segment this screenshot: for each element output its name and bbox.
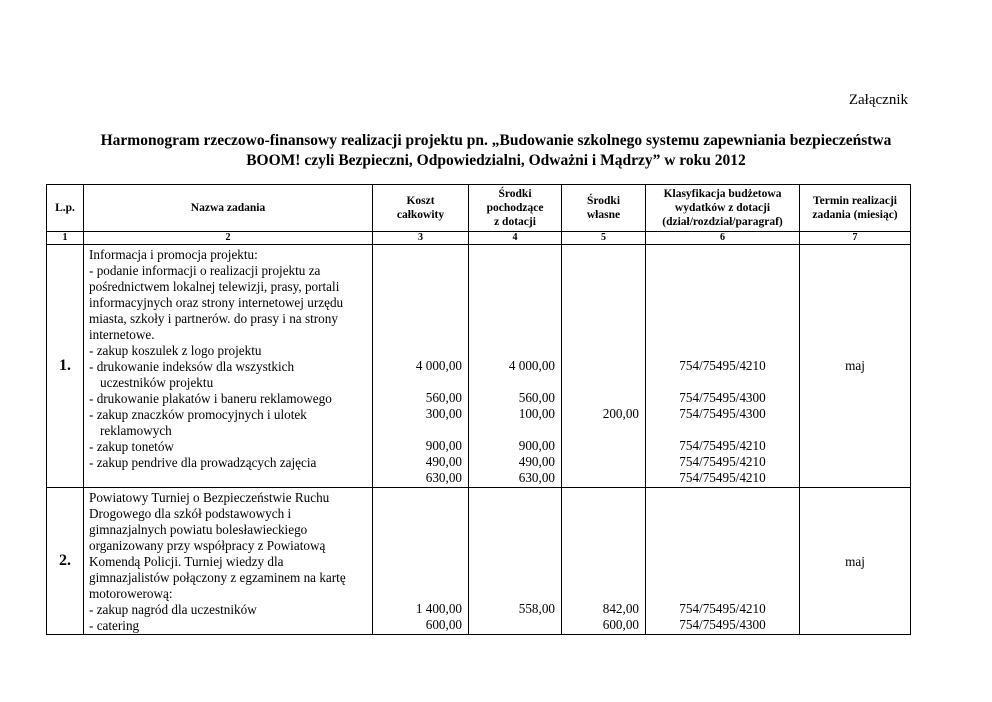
column-number: 6 [646, 232, 800, 245]
column-number: 1 [47, 232, 84, 245]
column-number: 7 [800, 232, 911, 245]
attachment-label: Załącznik [848, 92, 908, 108]
column-number: 3 [373, 232, 469, 245]
row-2-task-description: Powiatowy Turniej o Bezpieczeństwie Ruchu Drogowego dla szkół podstawowych i gimnazjalnych powiatu bolesławieckiego organizowany przy współpracy z Powiatową Komendą Policji. Turniej wiedzy dla gimnazjalistów połączony z egzaminem na kartę motorowerową: - zakup nagród dla uczestników - catering [84, 488, 373, 635]
row-2-budget-classification: 754/75495/4210 754/75495/4300 [646, 488, 800, 635]
header-total-cost: Koszt całkowity [373, 185, 469, 232]
row-1-budget-classification: 754/75495/4210 754/75495/4300 754/75495/4300 754/75495/4210 754/75495/4210 754/75495/4210 [646, 245, 800, 488]
table-row-1 [47, 245, 911, 488]
header-task-name: Nazwa zadania [84, 185, 373, 232]
row-1-task-description: Informacja i promocja projektu: - podanie informacji o realizacji projektu za pośrednictwem lokalnej telewizji, prasy, portali informacyjnych oraz strony internetowej urzędu miasta, szkoły i partnerów. do prasy i na strony internetowe. - zakup koszulek z logo projektu - drukowanie indeksów dla wszystkich uczestników projektu - drukowanie plakatów i baneru reklamowego - zakup znaczków promocyjnych i ulotek reklamowych - zakup tonetów - zakup pendrive dla prowadzących zajęcia [84, 245, 373, 488]
row-2-own-funds: 842,00 600,00 [562, 488, 646, 635]
row-1-term: maj [800, 245, 911, 488]
table-row-2 [47, 488, 911, 635]
row-2-total-cost: 1 400,00 600,00 [373, 488, 469, 635]
row-2-grant-funds: 558,00 [469, 488, 562, 635]
header-budget-classification: Klasyfikacja budżetowa wydatków z dotacji (dział/rozdział/paragraf) [646, 185, 800, 232]
row-2-term: maj [800, 488, 911, 635]
column-number: 2 [84, 232, 373, 245]
header-term: Termin realizacji zadania (miesiąc) [800, 185, 911, 232]
row-1-own-funds: 200,00 [562, 245, 646, 488]
schedule-table [46, 184, 911, 635]
row-1-grant-funds: 4 000,00 560,00 100,00 900,00 490,00 630,00 [469, 245, 562, 488]
header-own-funds: Środki własne [562, 185, 646, 232]
document-title [40, 131, 952, 171]
column-number: 4 [469, 232, 562, 245]
column-number-row [47, 232, 911, 245]
title-line-1: Harmonogram rzeczowo-finansowy realizacji projektu pn. „Budowanie szkolnego systemu zapewniania bezpieczeństwa [100, 132, 892, 149]
title-line-2: BOOM! czyli Bezpieczni, Odpowiedzialni, Odważni i Mądrzy” w roku 2012 [246, 152, 746, 169]
row-1-lp: 1. [47, 245, 84, 488]
table-header-row [47, 185, 911, 232]
header-grant-funds: Środki pochodzące z dotacji [469, 185, 562, 232]
column-number: 5 [562, 232, 646, 245]
header-lp: L.p. [47, 185, 84, 232]
row-1-total-cost: 4 000,00 560,00 300,00 900,00 490,00 630,00 [373, 245, 469, 488]
row-2-lp: 2. [47, 488, 84, 635]
